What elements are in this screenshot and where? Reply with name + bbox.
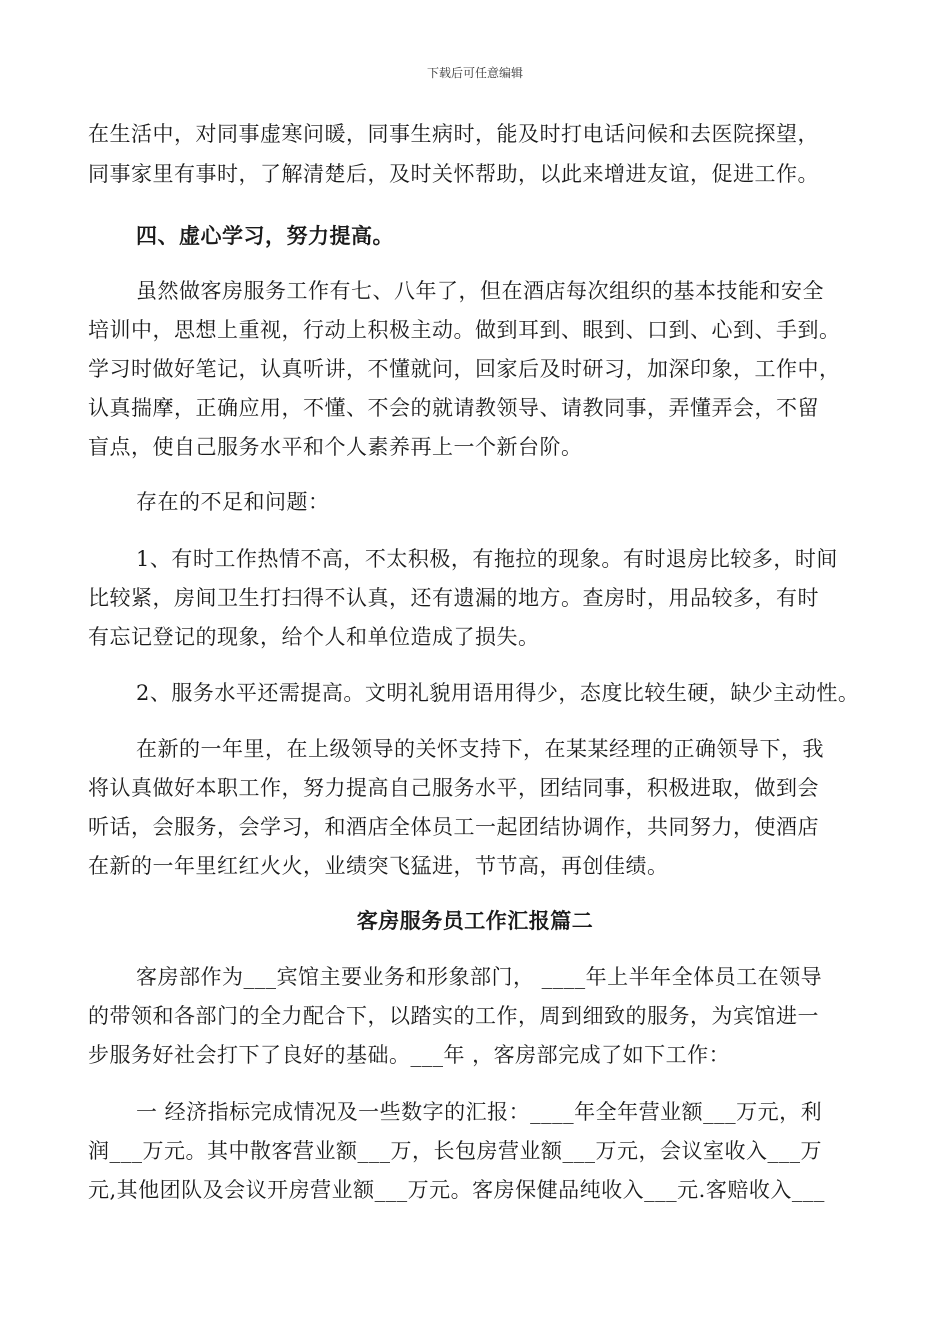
section-heading: 四、虚心学习，努力提高。: [136, 223, 394, 248]
text-line: 盲点，使自己服务水平和个人素养再上一个新台阶。: [88, 435, 583, 459]
text-line: 有忘记登记的现象，给个人和单位造成了损失。: [88, 625, 540, 649]
text-line: 1、有时工作热情不高，不太积极，有拖拉的现象。有时退房比较多，时间: [136, 547, 838, 571]
text-line: 元,其他团队及会议开房营业额___万元。客房保健品纯收入___元.客赔收入___: [88, 1178, 825, 1202]
text-line: 比较紧，房间卫生打扫得不认真，还有遗漏的地方。查房时，用品较多，有时: [88, 586, 819, 610]
text-line: 2、服务水平还需提高。文明礼貌用语用得少，态度比较生硬，缺少主动性。: [136, 681, 860, 705]
text-line: 客房部作为___宾馆主要业务和形象部门， ____年上半年全体员工在领导: [136, 965, 823, 989]
text-line: 将认真做好本职工作，努力提高自己服务水平，团结同事，积极进取，做到会: [88, 776, 819, 800]
text-line: 存在的不足和问题：: [136, 490, 330, 514]
text-line: 一 经济指标完成情况及一些数字的汇报：____年全年营业额___万元，利: [136, 1100, 823, 1124]
text-line: 步服务好社会打下了良好的基础。___年 ，客房部完成了如下工作：: [88, 1043, 731, 1067]
text-line: 虽然做客房服务工作有七、八年了，但在酒店每次组织的基本技能和安全: [136, 279, 824, 303]
section-title: 客房服务员工作汇报篇二: [356, 908, 594, 933]
text-line: 同事家里有事时，了解清楚后，及时关怀帮助，以此来增进友谊，促进工作。: [88, 162, 819, 186]
text-line: 在生活中，对同事虚寒问暖，同事生病时，能及时打电话问候和去医院探望，: [88, 122, 819, 146]
text-line: 在新的一年里红红火火，业绩突飞猛进，节节高，再创佳绩。: [88, 854, 669, 878]
text-line: 培训中，思想上重视，行动上积极主动。做到耳到、眼到、口到、心到、手到。: [88, 318, 841, 342]
text-line: 认真揣摩，正确应用，不懂、不会的就请教领导、请教同事，弄懂弄会，不留: [88, 396, 819, 420]
page-header: 下载后可任意编辑: [426, 66, 523, 80]
text-line: 学习时做好笔记，认真听讲，不懂就问，回家后及时研习，加深印象，工作中，: [88, 357, 841, 381]
text-line: 听话，会服务，会学习，和酒店全体员工一起团结协调作，共同努力，使酒店: [88, 815, 819, 839]
text-line: 润___万元。其中散客营业额___万，长包房营业额___万元，会议室收入___万: [88, 1139, 822, 1163]
text-line: 在新的一年里，在上级领导的关怀支持下，在某某经理的正确领导下，我: [136, 737, 824, 761]
text-line: 的带领和各部门的全力配合下，以踏实的工作，周到细致的服务，为宾馆进一: [88, 1004, 819, 1028]
